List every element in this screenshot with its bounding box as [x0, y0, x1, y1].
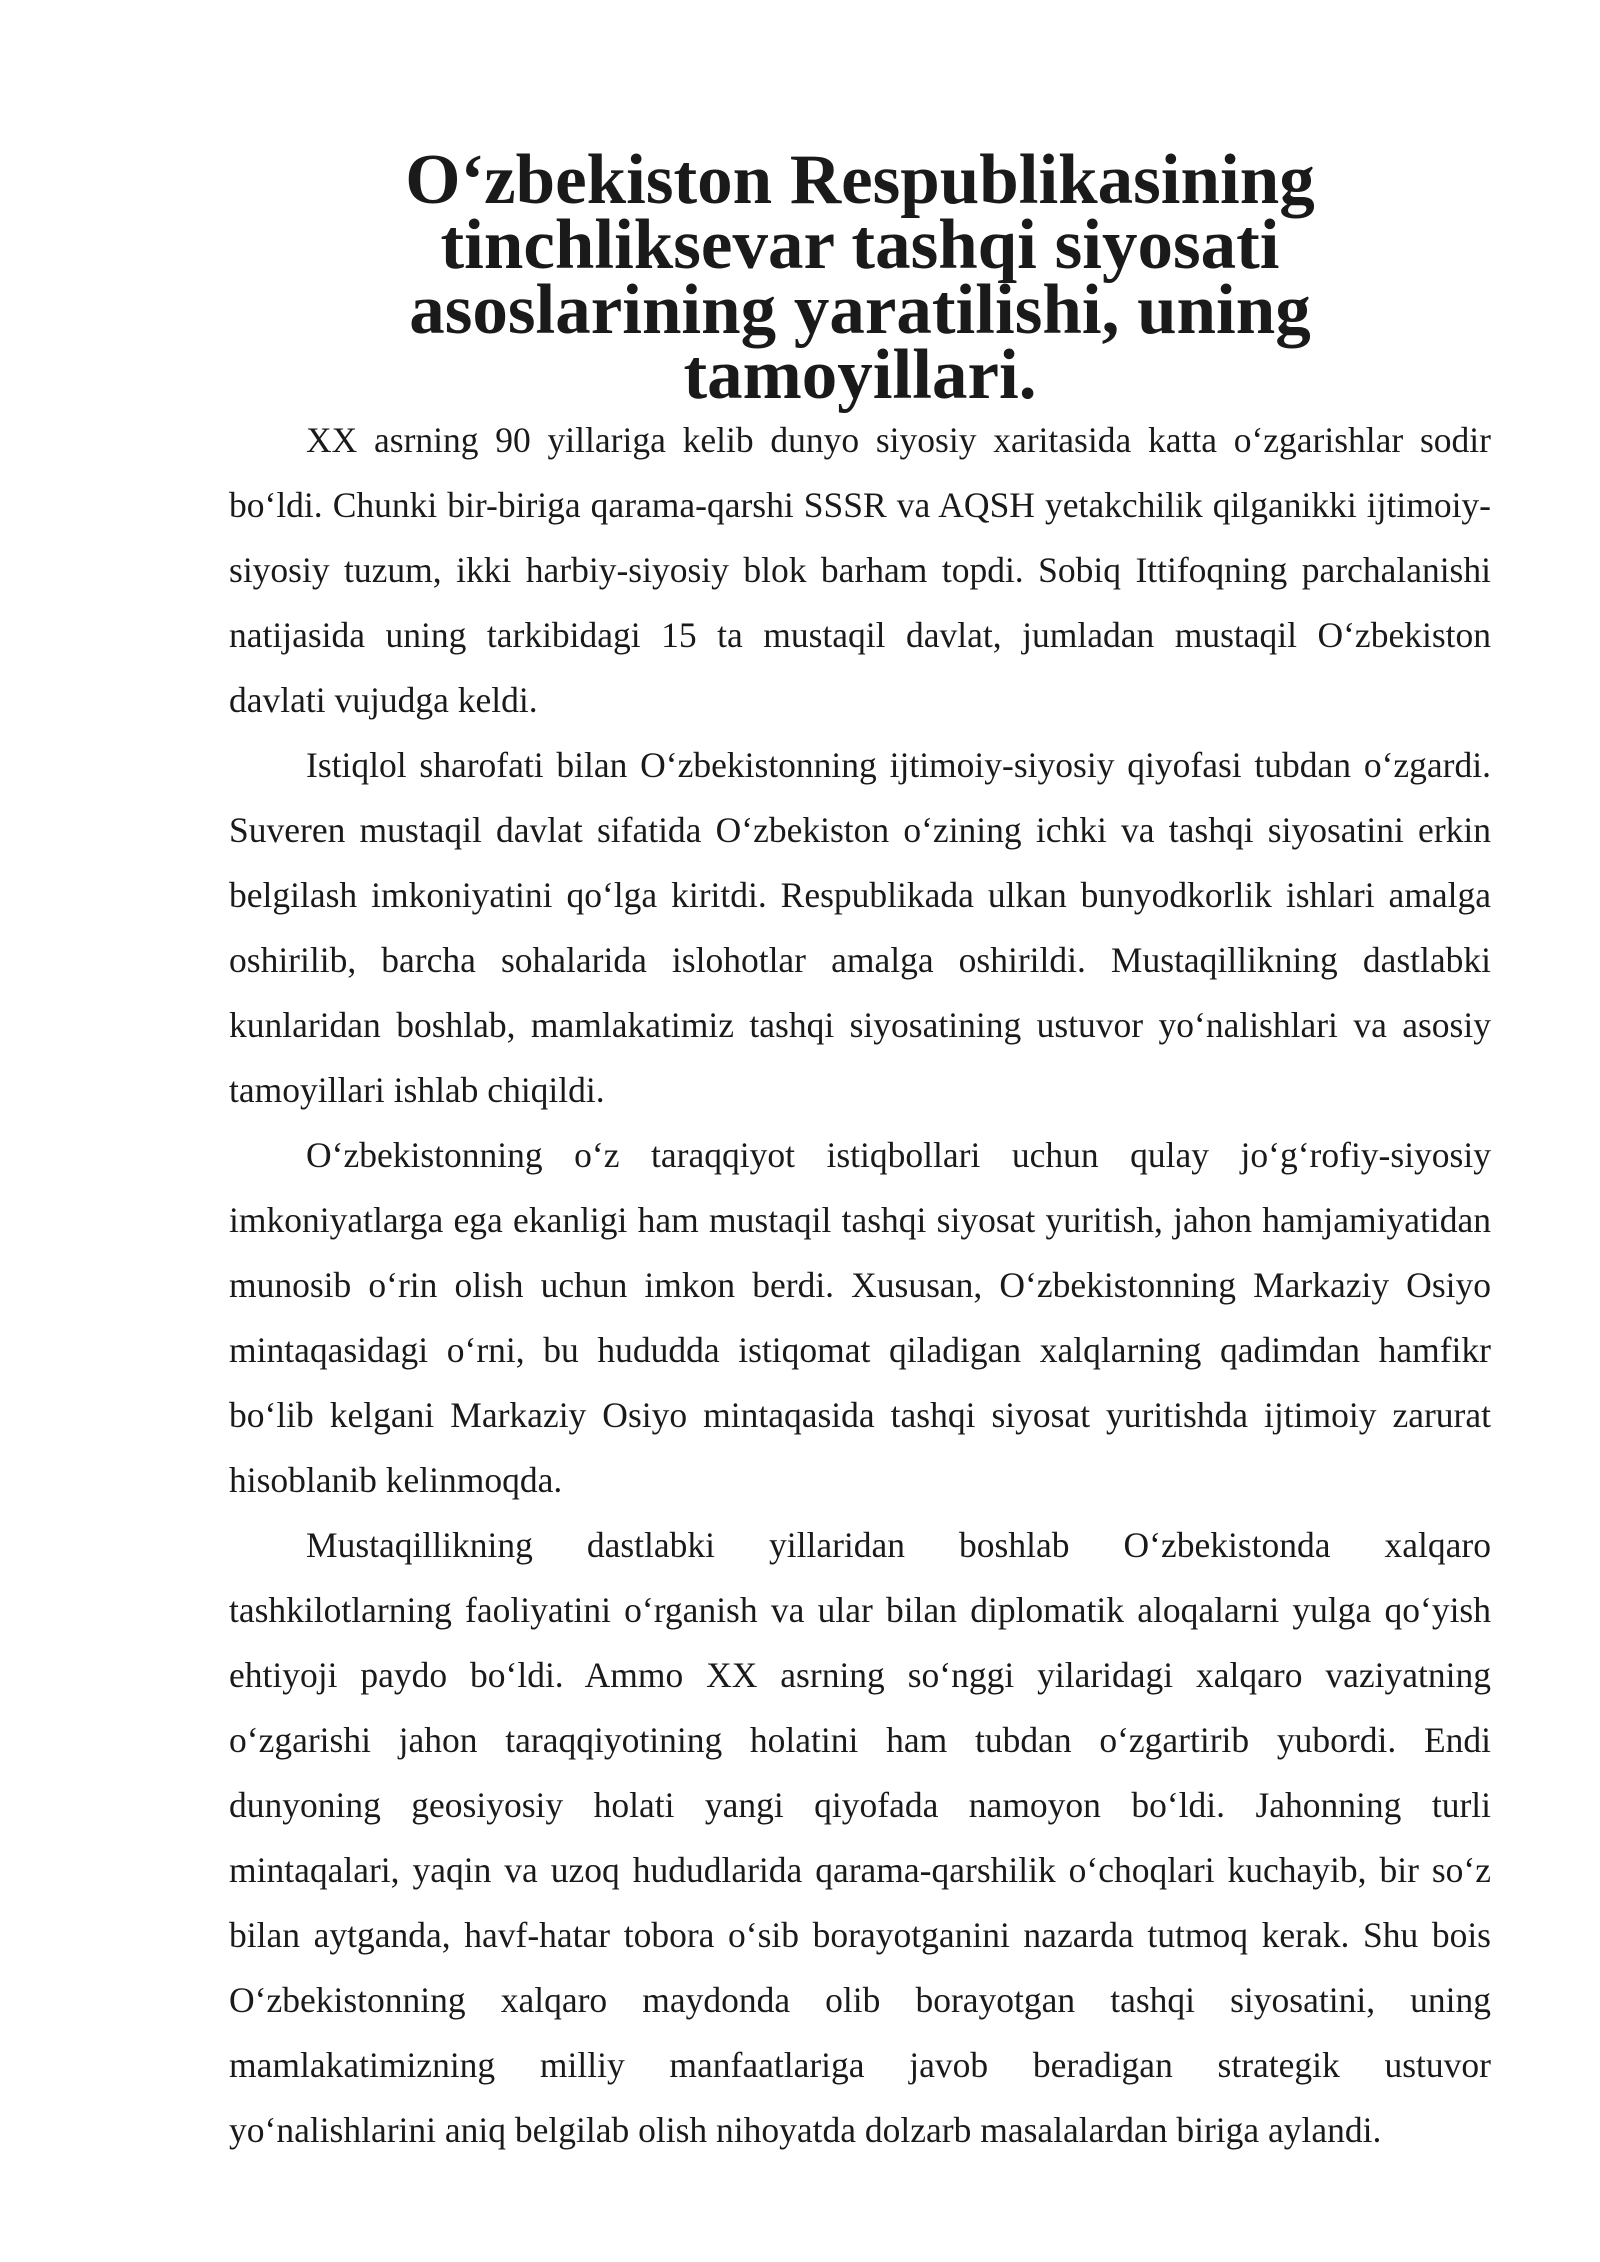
- document-page: [229, 141, 1491, 2163]
- paragraph-2: Istiqlol sharofati bilan O‘zbekistonning ijtimoiy-siyosiy qiyofasi tubdan o‘zgardi. Suveren mustaqil davlat sifatida O‘zbekiston o‘zining ichki va tashqi siyosatini erkin belgilash imkoniyatini qo‘lga kiritdi. Respublikada ulkan bunyodkorlik ishlari amalga oshirilib, barcha sohalarida islohotlar amalga oshirildi. Mustaqillikning dastlabki kunlaridan boshlab, mamlakatimiz tashqi siyosatining ustuvor yo‘nalishlari va asosiy tamoyillari ishlab chiqildi.: [229, 745, 1491, 1110]
- paragraph-4: Mustaqillikning dastlabki yillaridan boshlab O‘zbekistonda xalqaro tashkilotlarning faoliyatini o‘rganish va ular bilan diplomatik aloqalarni yulga qo‘yish ehtiyoji paydo bo‘ldi. Ammo XX asrning so‘nggi yilaridagi xalqaro vaziyatning o‘zgarishi jahon taraqqiyotining holatini ham tubdan o‘zgartirib yubordi. Endi dunyoning geosiyosiy holati yangi qiyofada namoyon bo‘ldi. Jahonning turli mintaqalari, yaqin va uzoq hududlarida qarama-qarshilik o‘choqlari kuchayib, bir so‘z bilan aytganda, havf-hatar tobora o‘sib borayotganini nazarda tutmoq kerak. Shu bois O‘zbekistonning xalqaro maydonda olib borayotgan tashqi siyosatini, uning mamlakatimizning milliy manfaatlariga javob beradigan strategik ustuvor yo‘nalishlarini aniq belgilab olish nihoyatda dolzarb masalalardan biriga aylandi.: [229, 1525, 1491, 2150]
- paragraph-3: O‘zbekistonning o‘z taraqqiyot istiqbollari uchun qulay jo‘g‘rofiy-siyosiy imkoniyatlarga ega ekanligi ham mustaqil tashqi siyosat yuritish, jahon hamjamiyatidan munosib o‘rin olish uchun imkon berdi. Xususan, O‘zbekistonning Markaziy Osiyo mintaqasidagi o‘rni, bu hududda istiqomat qiladigan xalqlarning qadimdan hamfikr bo‘lib kelgani Markaziy Osiyo mintaqasida tashqi siyosat yuritishda ijtimoiy zarurat hisoblanib kelinmoqda.: [229, 1135, 1491, 1500]
- document-title: O‘zbekiston Respublikasining tinchliksevar tashqi siyosati asoslarining yaratilishi, uning tamoyillari.: [405, 141, 1315, 414]
- paragraph-1: XX asrning 90 yillariga kelib dunyo siyosiy xaritasida katta o‘zgarishlar sodir bo‘ldi. Chunki bir-biriga qarama-qarshi SSSR va AQSH yetakchilik qilganikki ijtimoiy-siyosiy tuzum, ikki harbiy-siyosiy blok barham topdi. Sobiq Ittifoqning parchalanishi natijasida uning tarkibidagi 15 ta mustaqil davlat, jumladan mustaqil O‘zbekiston davlati vujudga keldi.: [229, 420, 1491, 720]
